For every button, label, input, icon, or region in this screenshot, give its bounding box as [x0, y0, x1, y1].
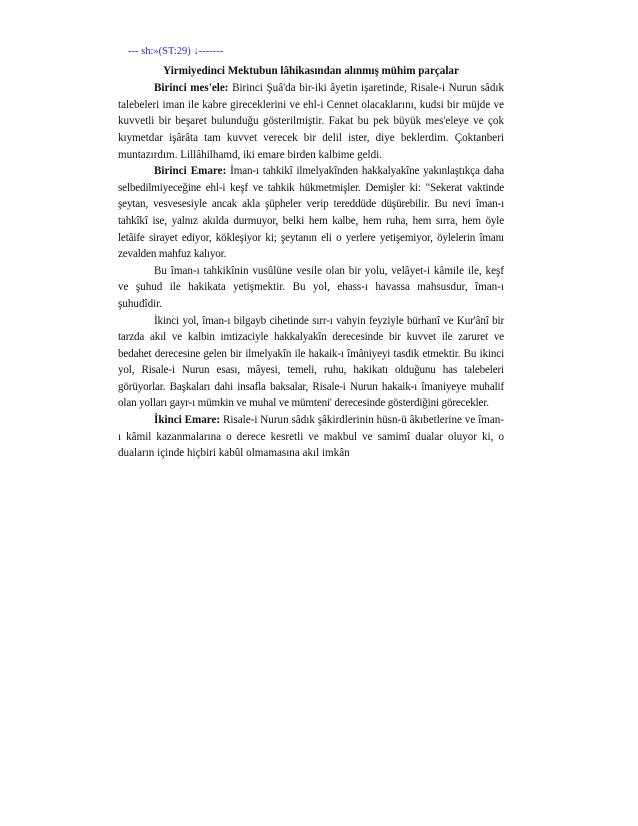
paragraph-text: Birinci Şuâ'da bir-iki âyetin işaretinde, Risale-i Nurun sâdık talebeleri iman ile kabre gireceklerini ve ehl-i Cennet olacaklarını, kudsi bir müjde ve kuvvetli bir beşaret bulunduğu gösterilmiştir. Fakat bu pek büyük mes'eleye ve çok kıymetdar işârâta tam kuvvet verecek bir delil ister, diye beklerdim. Çoktanberi muntazırdım. Lillâhilhamd, iki emare birden kalbime geldi.	[118, 82, 504, 161]
paragraph-second-sign	[118, 412, 504, 462]
paragraph-lead: Birinci Emare:	[154, 165, 227, 178]
paragraph-first-sign	[118, 163, 504, 263]
paragraph-second-way	[118, 313, 504, 413]
paragraph-first-way	[118, 263, 504, 313]
paragraph-first-matter	[118, 80, 504, 163]
section-title: Yirmiyedinci Mektubun lâhikasından alınmış mühim parçalar	[163, 64, 459, 77]
document-page	[118, 44, 504, 462]
paragraph-text: İman-ı tahkikî ilmelyakînden hakkalyakîne yakınlaştıkça daha selbedilmiyeceğine ehl-i keşf ve tahkik hükmetmişler. Demişler ki: "Sekerat vaktinde şeytan, vesvesesiyle ancak akla şüpheler verip tereddüde düşürebilir. Bu nevi îman-ı tahkîkî ise, yalnız akılda durmuyor, belki hem kalbe, hem ruha, hem sırra, hem öyle letâife sirayet ediyor, kökleşiyor ki; şeytanın eli o yerlere yetişemiyor, öylelerin îmanı zevalden mahfuz kalıyor.	[118, 165, 504, 261]
page-marker: --- sh:»(ST:29) ↓-------	[128, 46, 224, 57]
paragraph-text: Risale-i Nurun sâdık şâkirdlerinin hüsn-ü âkıbetlerine ve îman-ı kâmil kazanmalarına o derece kesretli ve makbul ve samimî dualar oluyor ki, o duaların içinde hiçbiri kabûl olmamasına akıl imkân	[118, 414, 504, 460]
paragraph-lead: Birinci mes'ele:	[154, 82, 229, 95]
paragraph-lead: İkinci Emare:	[154, 414, 221, 427]
paragraph-text: Bu îman-ı tahkikînin vusûlüne vesile olan bir yolu, velâyet-i kâmile ile, keşf ve şuhud ile hakikata yetişmektir. Bu yol, ehass-ı havassa mahsusdur, îman-ı şuhudîdir.	[118, 264, 504, 310]
paragraph-text: İkinci yol, îman-ı bilgayb cihetinde sırr-ı vahyin feyziyle bürhanî ve Kur'ânî bir tarzda akıl ve kalbin imtizaciyle hakkalyakîn derecesinde bir kuvvet ile zaruret ve bedahet derecesine gelen bir ilmelyakîn ile hakaik-ı îmâniyeyi tasdik etmektir. Bu ikinci yol, Risale-i Nurun esası, mâyesi, temeli, ruhu, hakikatı olduğunu has talebeleri görüyorlar. Başkaları dahi insafla baksalar, Risale-i Nurun hakaik-ı îmaniyeye muhalif olan yolları gayr-ı mümkin ve muhal ve mümteni' derecesinde gösterdiğini görecekler.	[118, 314, 504, 410]
